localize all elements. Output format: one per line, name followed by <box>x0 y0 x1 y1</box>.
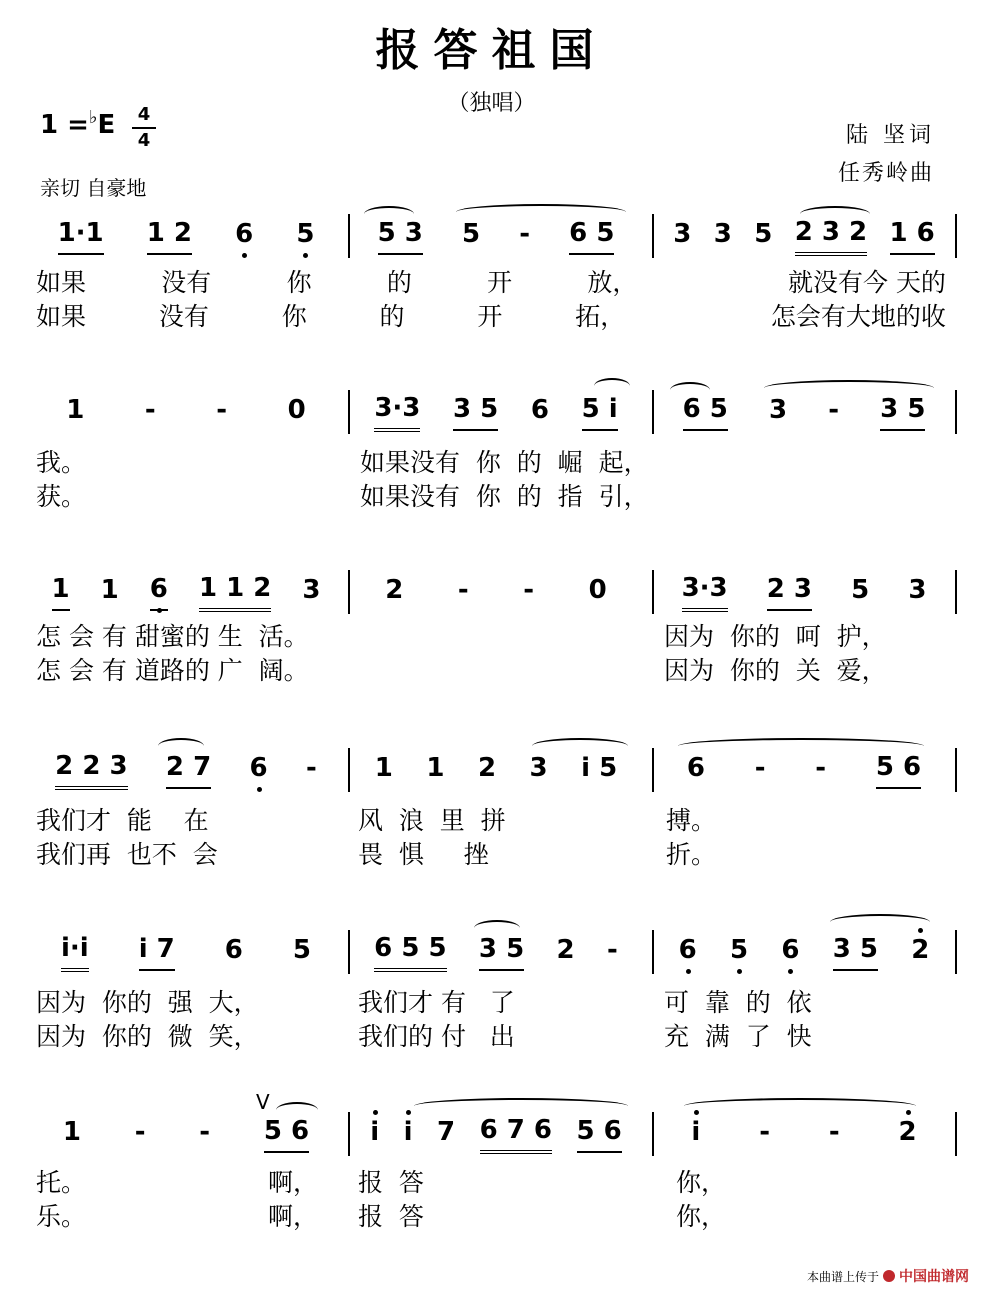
note: 6 <box>686 753 705 783</box>
note: 1 1 2 <box>199 568 271 612</box>
lyrics-verse-1: 如果 没有 你 的 开 放， 就没有今 天的 <box>36 268 946 297</box>
lyrics-verse-1: 怎 会 有 甜蜜的 生 活。 因为 你的 呵 护， <box>36 622 887 651</box>
note: 6 <box>679 930 697 970</box>
note: - <box>134 1117 146 1147</box>
note: 5 6 <box>876 747 921 789</box>
note: 3 <box>713 219 732 249</box>
note: 3 5 <box>833 929 878 971</box>
lyrics-verse-2: 怎 会 有 道路的 广 阔。 因为 你的 关 爱， <box>36 656 887 685</box>
note: 5 <box>461 219 481 249</box>
lyrics-verse-2: 如果 没有 你 的 开 拓， 怎会有大地的收 <box>36 302 946 331</box>
note: 3 <box>302 575 321 605</box>
lyrics-verse-2: 乐。 啊， 报 答 你， <box>36 1202 727 1231</box>
lyrics-verse-1: 因为 你的 强 大， 我们才 有 了 可 靠 的 依 <box>36 988 812 1017</box>
lyricist-credit: 陆 坚词 <box>846 123 935 148</box>
note: 5 3 <box>378 213 423 255</box>
subtitle: （独唱） <box>447 91 536 116</box>
note: i 7 <box>139 929 175 971</box>
tempo-marking: 亲切 自豪地 <box>40 176 147 200</box>
note: 5 6 <box>264 1111 309 1153</box>
note: 5 6 <box>577 1111 622 1153</box>
composer-credit: 任秀岭曲 <box>838 161 935 186</box>
time-top: 4 <box>137 104 151 125</box>
note: 1 <box>374 753 393 783</box>
note: 6 <box>235 214 253 254</box>
lyrics-verse-2: 因为 你的 微 笑， 我们的 付 出 充 满 了 快 <box>36 1022 812 1051</box>
note: 6 <box>781 930 799 970</box>
note: 7 <box>437 1117 456 1147</box>
note: 1 <box>52 569 70 611</box>
note: 6 <box>224 935 243 965</box>
note: - <box>815 753 827 783</box>
note: i <box>691 1112 700 1152</box>
note: 2 <box>556 935 575 965</box>
note: 3 <box>908 575 927 605</box>
note: 2 <box>898 1112 916 1152</box>
upload-text: 本曲谱上传于 <box>806 1269 879 1284</box>
lyrics-verse-1: 托。 啊， 报 答 你， <box>36 1168 727 1197</box>
notation-row <box>0 930 983 970</box>
note: 5 i <box>582 389 618 431</box>
site-watermark <box>807 1266 969 1286</box>
notation-row <box>0 214 983 254</box>
note: 0 <box>588 575 607 605</box>
note: 6 <box>530 395 549 425</box>
note: 3 5 <box>453 389 498 431</box>
note: 3 <box>673 219 692 249</box>
notation-row <box>0 748 983 788</box>
note: 3 5 <box>880 389 925 431</box>
note: 1 2 <box>147 213 192 255</box>
note: i <box>370 1112 379 1152</box>
note: - <box>305 753 317 783</box>
note: 1 <box>426 753 445 783</box>
notation-row <box>0 390 983 430</box>
note: 2 <box>911 930 929 970</box>
note: - <box>759 1117 770 1147</box>
page-title: 报答祖国 <box>375 25 608 76</box>
note: 5 <box>292 935 311 965</box>
note: i 5 <box>581 753 618 783</box>
note: 1 6 <box>890 213 935 255</box>
note: 5 <box>754 219 773 249</box>
note: - <box>828 1117 840 1147</box>
site-logo-icon <box>883 1270 895 1282</box>
note: 6 5 <box>569 213 614 255</box>
note: 1·1 <box>58 213 104 255</box>
note: 6 5 5 <box>374 928 446 972</box>
note: 0 <box>287 395 306 425</box>
lyrics-verse-2: 获。 如果没有 你 的 指 引， <box>36 482 649 511</box>
breath-mark: V <box>256 1090 270 1114</box>
lyrics-verse-2: 我们再 也不 会 畏 惧 挫 折。 <box>36 840 717 869</box>
note: 1 <box>66 395 85 425</box>
key-letter: E <box>97 110 116 140</box>
note: 5 <box>851 575 870 605</box>
time-bottom: 4 <box>137 130 151 151</box>
site-brand[interactable]: 中国曲谱网 <box>899 1269 969 1285</box>
note: 5 <box>296 214 314 254</box>
notation-row <box>0 1112 983 1152</box>
note: 6 5 <box>683 389 728 431</box>
note: 1 <box>100 575 119 605</box>
note: 1 <box>62 1117 81 1147</box>
note: - <box>606 935 618 965</box>
note: - <box>754 753 766 783</box>
note: - <box>199 1117 211 1147</box>
key-prefix: 1 = <box>40 110 89 140</box>
lyrics-verse-1: 我们才 能 在 风 浪 里 拼 搏。 <box>36 806 717 835</box>
note: 2 3 <box>767 569 812 611</box>
note: - <box>144 395 156 425</box>
note: 2 <box>385 575 404 605</box>
note: 3 <box>529 753 548 783</box>
note: 2 <box>477 753 497 783</box>
note: 3·3 <box>682 568 728 612</box>
flat-icon: ♭ <box>88 107 98 128</box>
note: 6 7 6 <box>480 1110 552 1154</box>
note: 3 5 <box>479 929 524 971</box>
note: - <box>457 575 469 605</box>
note: 6 <box>150 569 168 611</box>
note: - <box>523 575 535 605</box>
note: 2 2 3 <box>55 746 127 790</box>
time-signature <box>132 104 156 152</box>
note: 3·3 <box>374 388 420 432</box>
note: 2 3 2 <box>795 212 867 256</box>
key-signature <box>40 107 116 141</box>
notation-row <box>0 570 983 610</box>
lyrics-verse-1: 我。 如果没有 你 的 崛 起， <box>36 448 649 477</box>
note: - <box>216 395 228 425</box>
note: 2 7 <box>166 747 211 789</box>
note: 6 <box>250 748 268 788</box>
note: i·i <box>61 928 89 972</box>
note: 5 <box>730 930 748 970</box>
note: i <box>404 1112 413 1152</box>
note: - <box>519 219 531 249</box>
note: 3 <box>768 395 788 425</box>
note: - <box>828 395 840 425</box>
